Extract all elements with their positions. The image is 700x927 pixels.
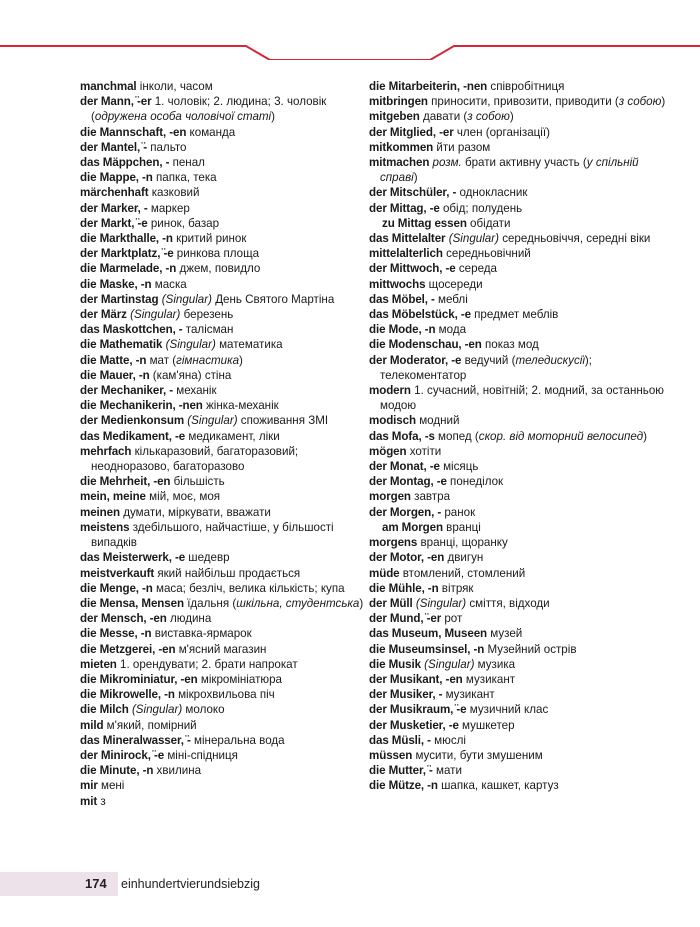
dictionary-entry	[80, 672, 380, 687]
dictionary-entry	[369, 185, 669, 200]
headword: das Meisterwerk, -e	[80, 551, 186, 565]
dictionary-entry	[80, 702, 380, 717]
headword: die Mode, -n	[369, 323, 436, 337]
headword: mir	[80, 779, 98, 793]
dictionary-entry	[369, 474, 669, 489]
dictionary-entry	[80, 444, 380, 474]
translation: вранці	[442, 520, 481, 534]
grammar-note: одружена особа чоловічої статі	[94, 110, 272, 124]
headword: der Musikraum, ̈-e	[369, 703, 467, 717]
dictionary-entry	[369, 642, 669, 657]
headword: das Mäppchen, -	[80, 156, 170, 170]
translation: кількаразовий, багаторазовий; неодноразово, багаторазово	[91, 444, 299, 474]
dictionary-entry	[369, 109, 669, 124]
translation: мікрохвильова піч	[174, 688, 275, 702]
translation: вітряк	[438, 581, 474, 595]
headword: die Markthalle, -n	[80, 232, 173, 246]
translation: обідати	[466, 216, 511, 230]
dictionary-entry	[80, 337, 380, 352]
translation: мати	[432, 764, 462, 778]
headword: am Morgen	[382, 520, 443, 534]
translation: шапка, кашкет, картуз	[437, 779, 559, 793]
dictionary-entry	[369, 337, 669, 352]
dictionary-entry	[369, 535, 669, 550]
dictionary-entry	[369, 322, 669, 337]
headword: die Museumsinsel, -n	[369, 642, 485, 656]
dictionary-column-right	[369, 79, 669, 794]
dictionary-entry	[369, 687, 669, 702]
headword: das Möbelstück, -e	[369, 308, 471, 322]
dictionary-entry	[80, 368, 380, 383]
dictionary-entry	[80, 307, 380, 322]
page-number-word: einhundertvierundsiebzig	[121, 877, 260, 891]
dictionary-entry	[369, 216, 669, 231]
headword: das Mineralwasser, ̈-	[80, 733, 191, 747]
dictionary-entry	[80, 261, 380, 276]
translation: приносити, привозити, приводити (	[427, 95, 619, 109]
dictionary-entry	[369, 231, 669, 246]
translation: брати активну участь (	[461, 156, 587, 170]
translation: ведучий (	[461, 353, 516, 367]
grammar-note: (Singular)	[130, 308, 181, 322]
translation: шедевр	[185, 551, 230, 565]
dictionary-entry	[80, 474, 380, 489]
headword: der Monat, -e	[369, 460, 440, 474]
headword: die Marmelade, -n	[80, 262, 177, 276]
headword: der Mund, ̈-er	[369, 612, 442, 626]
translation: м'ясний магазин	[175, 642, 267, 656]
dictionary-entry	[369, 261, 669, 276]
translation: джем, повидло	[176, 262, 261, 276]
translation: обід; полудень	[439, 201, 523, 215]
translation: щосереди	[425, 277, 483, 291]
headword: die Mappe, -n	[80, 171, 153, 185]
translation: )	[413, 171, 418, 185]
headword: die Mannschaft, -en	[80, 125, 187, 139]
headword: die Mehrheit, -en	[80, 475, 171, 489]
headword: die Maske, -n	[80, 277, 152, 291]
translation: який найбільш продається	[154, 566, 301, 580]
headword: das Maskottchen, -	[80, 323, 183, 337]
headword: das Müsli, -	[369, 733, 431, 747]
headword: der Müll	[369, 596, 413, 610]
translation: )	[271, 110, 276, 124]
headword: die Mitarbeiterin, -nen	[369, 80, 488, 93]
dictionary-entry	[369, 611, 669, 626]
headword: der Marker, -	[80, 201, 148, 215]
translation: молоко	[182, 703, 225, 717]
translation: 1. сучасний, новітній; 2. модний, за останньою модою	[380, 384, 664, 413]
dictionary-entry	[369, 778, 669, 793]
headword: die Mikrowelle, -n	[80, 688, 175, 702]
dictionary-entry	[80, 489, 380, 504]
headword: der Musiker, -	[369, 688, 443, 702]
grammar-note: у спільній справі	[380, 156, 639, 185]
headword: der März	[80, 308, 127, 322]
headword: mittwochs	[369, 277, 426, 291]
headword: die Matte, -n	[80, 353, 147, 367]
dictionary-entry	[80, 596, 380, 611]
translation: )	[509, 110, 514, 124]
translation: маркер	[147, 201, 190, 215]
dictionary-entry	[369, 444, 669, 459]
translation: завтра	[410, 490, 451, 504]
dictionary-entry	[369, 307, 669, 322]
dictionary-entry	[369, 125, 669, 140]
headword: modern	[369, 384, 411, 398]
translation: міні-спідниця	[164, 748, 238, 762]
translation: маса; безліч, велика кількість; купа	[152, 581, 345, 595]
translation: показ мод	[481, 338, 539, 352]
headword: die Mechanikerin, -nen	[80, 399, 203, 413]
dictionary-entry	[369, 718, 669, 733]
headword: meistverkauft	[80, 566, 155, 580]
dictionary-entry	[80, 550, 380, 565]
dictionary-entry	[80, 216, 380, 231]
translation: мій, моє, моя	[145, 490, 221, 504]
headword: die Menge, -n	[80, 581, 153, 595]
dictionary-entry	[369, 94, 669, 109]
dictionary-entry	[369, 429, 669, 444]
grammar-note: скор. від моторний велосипед	[478, 429, 644, 443]
translation: йти разом	[433, 140, 491, 154]
headword: müssen	[369, 748, 413, 762]
headword: der Moderator, -e	[369, 353, 462, 367]
headword: die Mensa, Mensen	[80, 596, 184, 610]
headword: meinen	[80, 505, 120, 519]
dictionary-entry	[80, 657, 380, 672]
translation: середа	[455, 262, 497, 276]
translation: маска	[151, 277, 187, 291]
grammar-note: (Singular)	[187, 414, 238, 428]
translation: виставка-ярмарок	[151, 627, 252, 641]
grammar-note: з собою	[618, 95, 662, 109]
dictionary-entry	[369, 505, 669, 520]
translation: жінка-механік	[202, 399, 279, 413]
headword: der Mechaniker, -	[80, 384, 174, 398]
translation: пенал	[169, 156, 205, 170]
dictionary-entry	[80, 520, 380, 550]
headword: der Mitschüler, -	[369, 186, 457, 200]
headword: mehrfach	[80, 444, 132, 458]
grammar-note: розм.	[432, 156, 462, 170]
dictionary-entry	[369, 459, 669, 474]
headword: märchenhaft	[80, 186, 149, 200]
dictionary-entry	[369, 748, 669, 763]
translation: хвилина	[153, 764, 202, 778]
translation: мопед (	[434, 429, 479, 443]
headword: der Medienkonsum	[80, 414, 185, 428]
dictionary-entry	[369, 733, 669, 748]
dictionary-entry	[80, 429, 380, 444]
headword: der Martinstag	[80, 292, 159, 306]
headword: der Mittwoch, -e	[369, 262, 456, 276]
grammar-note: шкільна, студентська	[236, 596, 360, 610]
translation: мені	[97, 779, 125, 793]
translation: втомлений, стомлений	[399, 566, 526, 580]
translation: 1. чоловік; 2. людина; 3. чоловік (	[91, 95, 327, 124]
dictionary-entry	[369, 292, 669, 307]
headword: morgen	[369, 490, 411, 504]
headword: mit	[80, 794, 98, 808]
headword: die Mathematik	[80, 338, 163, 352]
dictionary-entry	[369, 596, 669, 611]
translation: їдальня (	[183, 596, 237, 610]
translation: член (організації)	[453, 125, 550, 139]
translation: механік	[173, 384, 217, 398]
dictionary-entry	[80, 94, 380, 124]
dictionary-entry	[369, 626, 669, 641]
translation: )	[643, 429, 648, 443]
grammar-note: (Singular)	[415, 596, 467, 610]
translation: мушкетер	[458, 718, 515, 732]
translation: місяць	[439, 460, 479, 474]
translation: березень	[180, 308, 234, 322]
dictionary-entry	[369, 353, 669, 383]
headword: die Minute, -n	[80, 764, 154, 778]
dictionary-entry	[80, 718, 380, 733]
headword: die Mühle, -n	[369, 581, 439, 595]
translation: мода	[435, 323, 467, 337]
headword: der Marktplatz, ̈-e	[80, 247, 174, 261]
translation: споживання ЗМІ	[237, 414, 329, 428]
dictionary-entry	[80, 292, 380, 307]
headword: die Metzgerei, -en	[80, 642, 176, 656]
dictionary-entry	[80, 201, 380, 216]
dictionary-column-left	[80, 79, 380, 809]
dictionary-entry	[80, 125, 380, 140]
headword: mittelalterlich	[369, 247, 443, 261]
dictionary-entry	[80, 246, 380, 261]
headword: mieten	[80, 657, 117, 671]
headword: die Milch	[80, 703, 129, 717]
dictionary-entry	[369, 155, 669, 185]
translation: середньовіччя, середні віки	[498, 232, 651, 246]
translation: )	[661, 95, 666, 109]
translation: )	[359, 596, 364, 610]
page-number: 174	[85, 876, 107, 891]
dictionary-entry	[80, 413, 380, 428]
headword: der Montag, -e	[369, 475, 447, 489]
headword: die Mütze, -n	[369, 779, 438, 793]
headword: der Mittag, -e	[369, 201, 440, 215]
dictionary-entry	[80, 170, 380, 185]
headword: die Messe, -n	[80, 627, 152, 641]
translation: пальто	[146, 140, 187, 154]
translation: м'який, помірний	[103, 718, 197, 732]
dictionary-entry	[80, 140, 380, 155]
dictionary-entry	[80, 794, 380, 809]
dictionary-entry	[80, 626, 380, 641]
dictionary-entry	[80, 763, 380, 778]
dictionary-entry	[369, 672, 669, 687]
translation: меблі	[434, 292, 468, 306]
dictionary-entry	[369, 383, 669, 413]
translation: талісман	[182, 323, 234, 337]
headword: der Mensch, -en	[80, 612, 167, 626]
translation: ринкова площа	[173, 247, 260, 261]
translation: мінеральна вода	[190, 733, 285, 747]
dictionary-entry	[369, 79, 669, 94]
translation: співробітниця	[487, 80, 565, 93]
dictionary-entry	[80, 687, 380, 702]
dictionary-entry	[369, 581, 669, 596]
translation: людина	[166, 612, 212, 626]
translation: понеділок	[446, 475, 504, 489]
translation: музей	[487, 627, 523, 641]
translation: ранок	[441, 505, 476, 519]
translation: критий ринок	[172, 232, 247, 246]
dictionary-entry	[80, 231, 380, 246]
headword: manchmal	[80, 80, 137, 93]
dictionary-entry	[369, 550, 669, 565]
translation: з	[97, 794, 106, 808]
header-rule-line	[0, 46, 700, 60]
dictionary-entry	[80, 383, 380, 398]
grammar-note: (Singular)	[448, 232, 499, 246]
translation: інколи, часом	[136, 80, 213, 93]
headword: der Musikant, -en	[369, 672, 463, 686]
dictionary-entry	[80, 398, 380, 413]
headword: mitbringen	[369, 95, 428, 109]
headword: mild	[80, 718, 104, 732]
headword: der Minirock, ̈-e	[80, 748, 165, 762]
headword: der Musketier, -e	[369, 718, 459, 732]
dictionary-entry	[80, 733, 380, 748]
headword: mögen	[369, 444, 407, 458]
headword: die Mikrominiatur, -en	[80, 672, 198, 686]
translation: математика	[215, 338, 283, 352]
headword: das Museum, Museen	[369, 627, 488, 641]
headword: der Markt, ̈-e	[80, 216, 148, 230]
grammar-note: гімнастика	[176, 353, 240, 367]
translation: мюслі	[430, 733, 466, 747]
dictionary-entry	[369, 140, 669, 155]
translation: більшість	[170, 475, 225, 489]
translation: День Святого Мартіна	[211, 292, 335, 306]
dictionary-entry	[80, 353, 380, 368]
dictionary-entry	[80, 748, 380, 763]
headword: die Mutter, ̈-	[369, 764, 433, 778]
grammar-note: (Singular)	[165, 338, 216, 352]
headword: die Modenschau, -en	[369, 338, 482, 352]
translation: 1. орендувати; 2. брати напрокат	[116, 657, 298, 671]
translation: музичний клас	[466, 703, 549, 717]
grammar-note: (Singular)	[424, 657, 475, 671]
translation: музика	[474, 657, 516, 671]
dictionary-entry	[369, 702, 669, 717]
translation: музикант	[462, 672, 516, 686]
translation: папка, тека	[152, 171, 217, 185]
dictionary-entry	[80, 322, 380, 337]
dictionary-entry	[80, 277, 380, 292]
dictionary-entry	[80, 581, 380, 596]
translation: сміття, відходи	[466, 596, 550, 610]
translation: давати (	[419, 110, 468, 124]
dictionary-entry	[80, 611, 380, 626]
translation: мат (	[146, 353, 177, 367]
dictionary-entry	[80, 505, 380, 520]
headword: mitmachen	[369, 156, 430, 170]
grammar-note: (Singular)	[131, 703, 183, 717]
translation: )	[239, 353, 243, 367]
translation: медикамент, ліки	[185, 429, 280, 443]
dictionary-entry	[80, 155, 380, 170]
translation: мікромініатюра	[197, 672, 282, 686]
dictionary-entry	[369, 413, 669, 428]
headword: mitkommen	[369, 140, 434, 154]
headword: der Motor, -en	[369, 551, 445, 565]
headword: modisch	[369, 414, 416, 428]
translation: команда	[186, 125, 236, 139]
dictionary-entry	[80, 566, 380, 581]
headword: die Musik	[369, 657, 421, 671]
grammar-note: теледискусії	[515, 353, 585, 367]
translation: Музейний острів	[484, 642, 577, 656]
header-rule	[0, 0, 700, 60]
translation: рот	[441, 612, 463, 626]
translation: вранці, щоранку	[417, 536, 508, 550]
dictionary-entry	[369, 277, 669, 292]
dictionary-entry	[80, 778, 380, 793]
dictionary-entry	[80, 79, 380, 94]
headword: das Mofa, -s	[369, 429, 435, 443]
headword: mitgeben	[369, 110, 420, 124]
dictionary-entry	[369, 489, 669, 504]
translation: ); телекоментатор	[380, 353, 592, 382]
headword: meistens	[80, 520, 130, 534]
dictionary-entry	[80, 642, 380, 657]
headword: das Möbel, -	[369, 292, 435, 306]
headword: zu Mittag essen	[382, 216, 467, 230]
dictionary-entry	[369, 201, 669, 216]
headword: der Morgen, -	[369, 505, 442, 519]
grammar-note: (Singular)	[161, 292, 212, 306]
headword: müde	[369, 566, 400, 580]
translation: двигун	[444, 551, 484, 565]
translation: ринок, базар	[147, 216, 220, 230]
translation: мусити, бути змушеним	[412, 748, 543, 762]
translation: думати, міркувати, вважати	[120, 505, 271, 519]
translation: однокласник	[456, 186, 528, 200]
translation: (кам'яна) стіна	[149, 368, 232, 382]
headword: das Medikament, -e	[80, 429, 186, 443]
dictionary-entry	[369, 520, 669, 535]
translation: середньовічний	[442, 247, 531, 261]
dictionary-entry	[369, 246, 669, 261]
headword: die Mauer, -n	[80, 368, 150, 382]
headword: der Mitglied, -er	[369, 125, 454, 139]
translation: модний	[415, 414, 460, 428]
headword: der Mantel, ̈-	[80, 140, 147, 154]
translation: хотіти	[406, 444, 442, 458]
translation: здебільшого, найчастіше, у більшості випадків	[91, 520, 334, 550]
headword: morgens	[369, 536, 418, 550]
dictionary-entry	[369, 763, 669, 778]
dictionary-entry	[369, 657, 669, 672]
dictionary-entry	[369, 566, 669, 581]
dictionary-entry	[80, 185, 380, 200]
grammar-note: з собою	[467, 110, 510, 124]
headword: der Mann, ̈-er	[80, 95, 152, 109]
headword: mein, meine	[80, 490, 146, 504]
translation: музикант	[442, 688, 495, 702]
translation: предмет меблів	[470, 308, 559, 322]
headword: das Mittelalter	[369, 232, 446, 246]
translation: казковий	[148, 186, 200, 200]
